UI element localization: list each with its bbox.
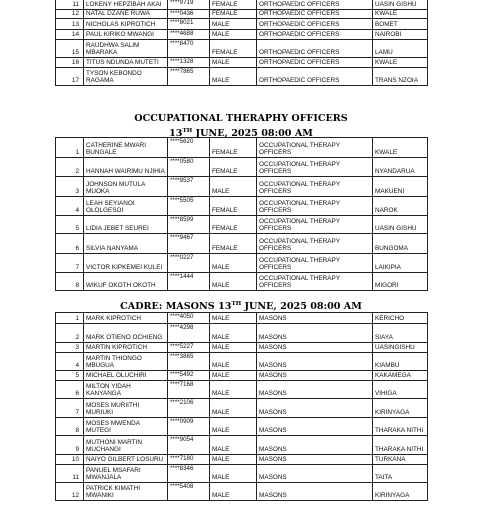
candidate-name-cell: RAUDHWA SALIM MBARAKA: [84, 40, 168, 58]
section-title: CADRE: MASONS 13: [120, 301, 232, 313]
row-number-cell: 15: [56, 40, 84, 58]
candidate-name-cell: MUTHONI MARTIN MUCHANGI: [84, 436, 168, 455]
candidate-name-cell: NAIYO GILBERT LOSURU: [84, 455, 168, 465]
county-cell: NAIROBI: [373, 30, 428, 40]
table-row: [56, 197, 428, 216]
gender-cell: MALE: [210, 436, 257, 455]
row-number-cell: 2: [56, 324, 84, 343]
table-row: [56, 371, 428, 381]
candidate-name-cell: MICHAEL OLUCHIRI: [84, 371, 168, 381]
gender-cell: FEMALE: [210, 216, 257, 234]
id-number-cell: ****7168: [168, 381, 210, 399]
row-number-cell: 1: [56, 313, 84, 324]
cadre-cell: MASONS: [257, 465, 373, 483]
county-cell: KERICHO: [373, 313, 428, 324]
gender-cell: FEMALE: [210, 10, 257, 19]
orthopaedic-officers-table: [55, 0, 428, 86]
gender-cell: MALE: [210, 19, 257, 30]
row-number-cell: 16: [56, 58, 84, 68]
cadre-cell: OCCUPATIONAL THERAPY OFFICERS: [257, 138, 373, 158]
gender-cell: MALE: [210, 30, 257, 40]
id-number-cell: ****2106: [168, 399, 210, 418]
candidate-name-cell: LOKENY HEPZIBAH AKAI: [84, 0, 168, 10]
gender-cell: FEMALE: [210, 0, 257, 10]
table-row: [56, 0, 428, 10]
cadre-cell: ORTHOPAEDIC OFFICERS: [257, 40, 373, 58]
county-cell: UASINGISHU: [373, 343, 428, 353]
gender-cell: MALE: [210, 465, 257, 483]
cadre-cell: OCCUPATIONAL THERAPY OFFICERS: [257, 216, 373, 234]
cadre-cell: ORTHOPAEDIC OFFICERS: [257, 30, 373, 40]
candidate-name-cell: MARK OTIENO OCHIENG: [84, 324, 168, 343]
candidate-name-cell: PATRICK KIMATHI MWANIKI: [84, 483, 168, 501]
candidate-name-cell: LEAH SEYIANOI OLOLGESOI: [84, 197, 168, 216]
row-number-cell: 8: [56, 418, 84, 436]
candidate-name-cell: MARK KIPROTICH: [84, 313, 168, 324]
table-row: [56, 40, 428, 58]
gender-cell: MALE: [210, 324, 257, 343]
table-row: [56, 455, 428, 465]
section-heading-masons: CADRE: MASONS 13TH JUNE, 2025 08:00 AM: [120, 301, 362, 313]
county-cell: MAKUENI: [373, 177, 428, 197]
gender-cell: MALE: [210, 273, 257, 291]
candidate-name-cell: MOSES MWENDA MUTEGI: [84, 418, 168, 436]
table-row: [56, 436, 428, 455]
gender-cell: MALE: [210, 371, 257, 381]
county-cell: LAIKIPIA: [373, 254, 428, 273]
county-cell: UASIN GISHU: [373, 216, 428, 234]
cadre-cell: MASONS: [257, 381, 373, 399]
id-number-cell: ****9467: [168, 234, 210, 254]
row-number-cell: 11: [56, 0, 84, 10]
id-number-cell: ****4050: [168, 313, 210, 324]
occupational-therapy-officers-table: [55, 137, 428, 291]
candidate-name-cell: LIDIA JEBET SEUREI: [84, 216, 168, 234]
county-cell: LAMU: [373, 40, 428, 58]
candidate-name-cell: MOSES MURIITHI MURIUKI: [84, 399, 168, 418]
county-cell: THARAKA NITHI: [373, 418, 428, 436]
row-number-cell: 10: [56, 455, 84, 465]
candidate-name-cell: TITUS NDUNDA MUTETI: [84, 58, 168, 68]
id-number-cell: ****8021: [168, 19, 210, 30]
row-number-cell: 3: [56, 343, 84, 353]
cadre-cell: OCCUPATIONAL THERAPY OFFICERS: [257, 197, 373, 216]
row-number-cell: 7: [56, 399, 84, 418]
gender-cell: MALE: [210, 399, 257, 418]
cadre-cell: MASONS: [257, 353, 373, 371]
id-number-cell: ****5492: [168, 371, 210, 381]
table-row: [56, 177, 428, 197]
cadre-cell: ORTHOPAEDIC OFFICERS: [257, 19, 373, 30]
table-row: [56, 10, 428, 19]
id-number-cell: ****1328: [168, 58, 210, 68]
candidate-name-cell: NATAL DZANE RUWA: [84, 10, 168, 19]
id-number-cell: ****0580: [168, 158, 210, 177]
gender-cell: MALE: [210, 58, 257, 68]
cadre-cell: MASONS: [257, 343, 373, 353]
candidate-name-cell: SILVIA NANYAMA: [84, 234, 168, 254]
county-cell: SIAYA: [373, 324, 428, 343]
county-cell: BOMET: [373, 19, 428, 30]
section-date: 13TH JUNE, 2025 08:00 AM: [169, 128, 313, 140]
row-number-cell: 6: [56, 381, 84, 399]
id-number-cell: ****7180: [168, 455, 210, 465]
table-row: [56, 138, 428, 158]
candidate-name-cell: MARTIN THIONGO MBUGUA: [84, 353, 168, 371]
county-cell: KWALE: [373, 138, 428, 158]
candidate-name-cell: NICHOLAS KIPROTICH: [84, 19, 168, 30]
id-number-cell: ****5620: [168, 138, 210, 158]
table-row: [56, 343, 428, 353]
candidate-name-cell: WIKUF OKOTH OKOTH: [84, 273, 168, 291]
section-title: OCCUPATIONAL THERAPHY OFFICERS: [134, 113, 348, 124]
row-number-cell: 7: [56, 254, 84, 273]
table-row: [56, 216, 428, 234]
row-number-cell: 6: [56, 234, 84, 254]
table-row: [56, 324, 428, 343]
county-cell: KIAMBU: [373, 353, 428, 371]
candidate-name-cell: TYSON KEBONDO RAGAMA: [84, 68, 168, 86]
gender-cell: FEMALE: [210, 158, 257, 177]
id-number-cell: ****8346: [168, 465, 210, 483]
county-cell: VIHIGA: [373, 381, 428, 399]
row-number-cell: 13: [56, 19, 84, 30]
table-row: [56, 19, 428, 30]
gender-cell: MALE: [210, 177, 257, 197]
candidate-name-cell: MILTON YIDAH KANYANGA: [84, 381, 168, 399]
table-row: [56, 399, 428, 418]
table-row: [56, 418, 428, 436]
row-number-cell: 11: [56, 465, 84, 483]
county-cell: KWALE: [373, 58, 428, 68]
gender-cell: FEMALE: [210, 234, 257, 254]
id-number-cell: ****1444: [168, 273, 210, 291]
county-cell: KIRINYAGA: [373, 399, 428, 418]
row-number-cell: 3: [56, 177, 84, 197]
id-number-cell: ****0436: [168, 10, 210, 19]
table-row: [56, 381, 428, 399]
row-number-cell: 12: [56, 10, 84, 19]
county-cell: BUNGOMA: [373, 234, 428, 254]
id-number-cell: ****9537: [168, 177, 210, 197]
county-cell: NYANDARUA: [373, 158, 428, 177]
cadre-cell: ORTHOPAEDIC OFFICERS: [257, 0, 373, 10]
id-number-cell: ****4298: [168, 324, 210, 343]
cadre-cell: ORTHOPAEDIC OFFICERS: [257, 68, 373, 86]
table-row: [56, 465, 428, 483]
id-number-cell: ****9719: [168, 0, 210, 10]
county-cell: TRANS NZOIA: [373, 68, 428, 86]
gender-cell: MALE: [210, 381, 257, 399]
gender-cell: MALE: [210, 353, 257, 371]
table-row: [56, 30, 428, 40]
table-row: [56, 58, 428, 68]
table-row: [56, 313, 428, 324]
gender-cell: MALE: [210, 483, 257, 501]
cadre-cell: MASONS: [257, 483, 373, 501]
candidate-name-cell: MARTIN KIPROTICH: [84, 343, 168, 353]
table-row: [56, 273, 428, 291]
row-number-cell: 1: [56, 138, 84, 158]
candidate-name-cell: CATHERINE MWARI BUNGALE: [84, 138, 168, 158]
gender-cell: MALE: [210, 313, 257, 324]
id-number-cell: ****7865: [168, 68, 210, 86]
id-number-cell: ****5505: [168, 197, 210, 216]
cadre-cell: MASONS: [257, 455, 373, 465]
gender-cell: FEMALE: [210, 138, 257, 158]
cadre-cell: OCCUPATIONAL THERAPY OFFICERS: [257, 273, 373, 291]
gender-cell: FEMALE: [210, 197, 257, 216]
county-cell: UASIN GISHU: [373, 0, 428, 10]
county-cell: TURKANA: [373, 455, 428, 465]
row-number-cell: 5: [56, 216, 84, 234]
id-number-cell: ****0227: [168, 254, 210, 273]
cadre-cell: ORTHOPAEDIC OFFICERS: [257, 58, 373, 68]
id-number-cell: ****0909: [168, 418, 210, 436]
candidate-name-cell: HANNAH WAIRIMU NJIHIA: [84, 158, 168, 177]
cadre-cell: ORTHOPAEDIC OFFICERS: [257, 10, 373, 19]
id-number-cell: ****5408: [168, 483, 210, 501]
gender-cell: MALE: [210, 68, 257, 86]
row-number-cell: 17: [56, 68, 84, 86]
county-cell: KIRINYAGA: [373, 483, 428, 501]
county-cell: THARAKA NITHI: [373, 436, 428, 455]
masons-table: [55, 312, 428, 501]
id-number-cell: ****8470: [168, 40, 210, 58]
row-number-cell: 12: [56, 483, 84, 501]
table-row: [56, 483, 428, 501]
gender-cell: FEMALE: [210, 40, 257, 58]
cadre-cell: MASONS: [257, 436, 373, 455]
gender-cell: MALE: [210, 455, 257, 465]
gender-cell: MALE: [210, 343, 257, 353]
cadre-cell: MASONS: [257, 313, 373, 324]
county-cell: NAROK: [373, 197, 428, 216]
cadre-cell: OCCUPATIONAL THERAPY OFFICERS: [257, 234, 373, 254]
id-number-cell: ****9054: [168, 436, 210, 455]
row-number-cell: 4: [56, 353, 84, 371]
cadre-cell: MASONS: [257, 371, 373, 381]
cadre-cell: MASONS: [257, 324, 373, 343]
candidate-name-cell: JOHNSON MUTULA MUOKA: [84, 177, 168, 197]
county-cell: MIGORI: [373, 273, 428, 291]
table-row: [56, 158, 428, 177]
county-cell: KAKAMEGA: [373, 371, 428, 381]
table-row: [56, 234, 428, 254]
gender-cell: MALE: [210, 418, 257, 436]
cadre-cell: MASONS: [257, 399, 373, 418]
candidate-name-cell: VICTOR KIPKEMEI KULEI: [84, 254, 168, 273]
row-number-cell: 5: [56, 371, 84, 381]
table-row: [56, 68, 428, 86]
county-cell: KWALE: [373, 10, 428, 19]
table-row: [56, 353, 428, 371]
table-row: [56, 254, 428, 273]
county-cell: TAITA: [373, 465, 428, 483]
row-number-cell: 14: [56, 30, 84, 40]
gender-cell: MALE: [210, 254, 257, 273]
candidate-name-cell: PAUL KIRIKO MWANGI: [84, 30, 168, 40]
cadre-cell: OCCUPATIONAL THERAPY OFFICERS: [257, 177, 373, 197]
row-number-cell: 8: [56, 273, 84, 291]
cadre-cell: OCCUPATIONAL THERAPY OFFICERS: [257, 158, 373, 177]
id-number-cell: ****8599: [168, 216, 210, 234]
candidate-name-cell: PANUEL MSAFARI MWANJALA: [84, 465, 168, 483]
id-number-cell: ****4688: [168, 30, 210, 40]
row-number-cell: 4: [56, 197, 84, 216]
row-number-cell: 2: [56, 158, 84, 177]
id-number-cell: ****3865: [168, 353, 210, 371]
row-number-cell: 9: [56, 436, 84, 455]
id-number-cell: ****5227: [168, 343, 210, 353]
cadre-cell: MASONS: [257, 418, 373, 436]
cadre-cell: OCCUPATIONAL THERAPY OFFICERS: [257, 254, 373, 273]
